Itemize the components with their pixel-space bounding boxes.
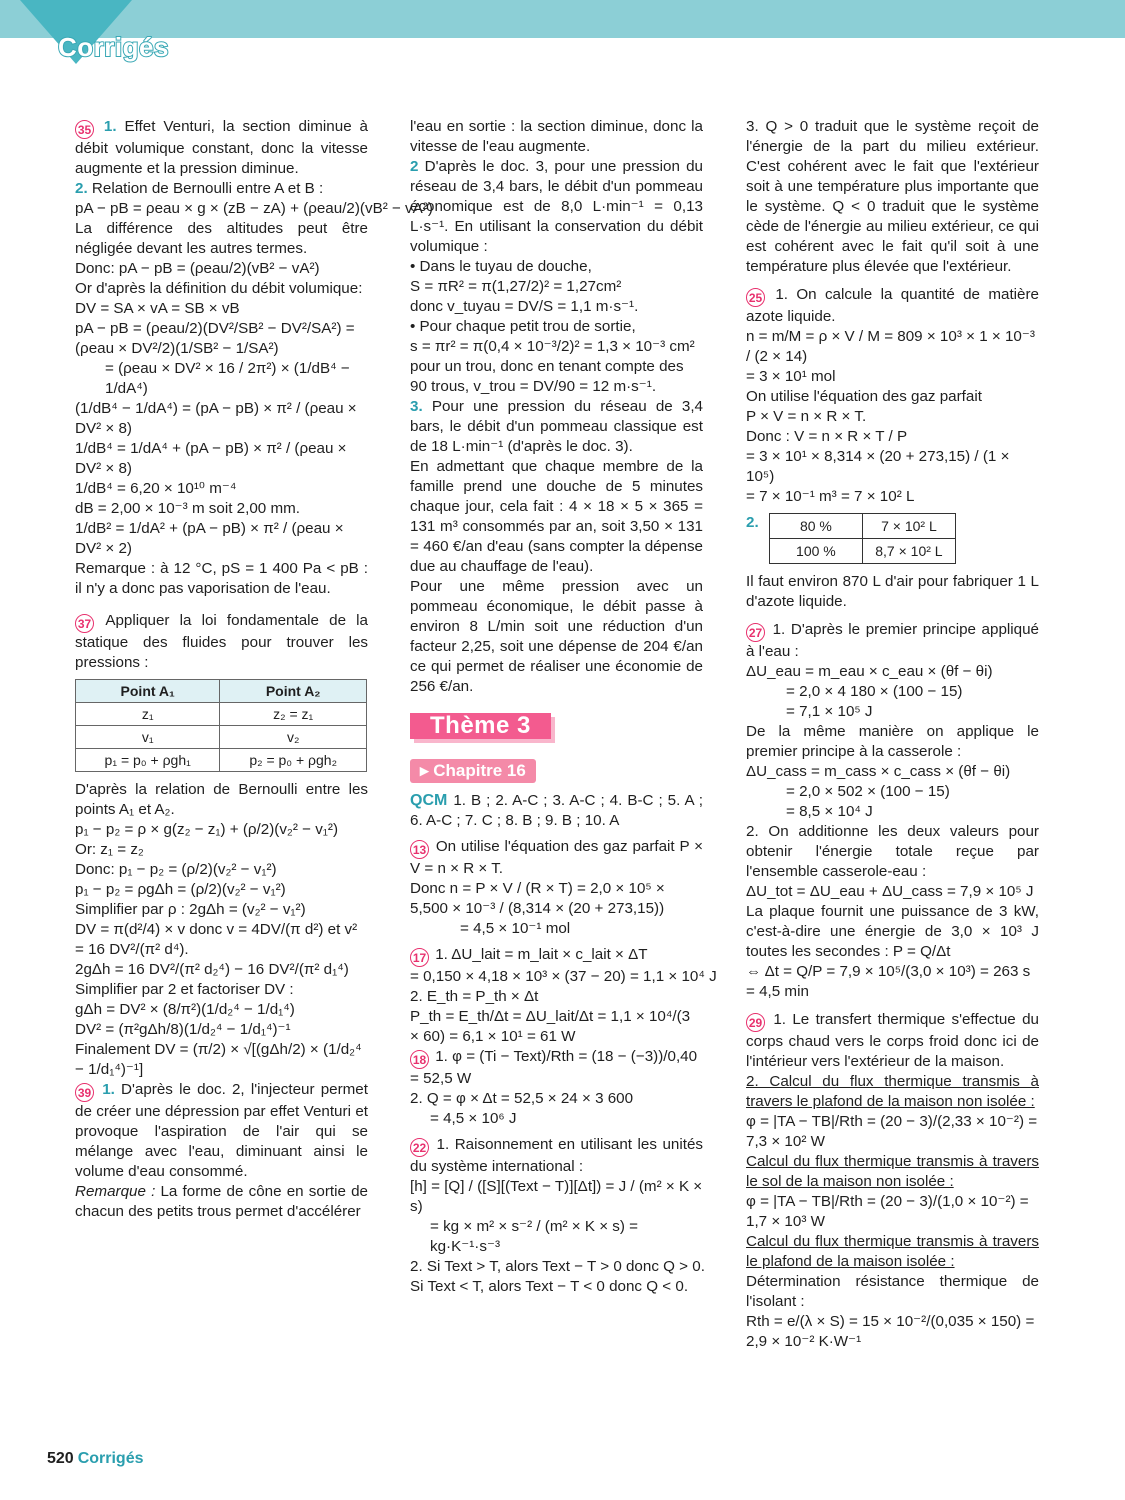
paragraph: 3. Q > 0 traduit que le système reçoit de l'énergie de la part du milieu extérieur. C'est cohérent avec le fait que l'extérieur soit à une température plus importante que le système. Q < 0 traduit que le système cède de l'énergie au milieu extérieur, ce qui est cohérent avec le fait qu'il soit à une température plus élevée que l'extérieur. [746, 118, 1039, 275]
paragraph: Pour une même pression avec un pommeau économique, le débit passe à environ 8 L/min soit une réduction d'un facteur 2,25, soit une dépense de 204 €/an ce qui permet de réaliser une économie de 256 €/an. [410, 578, 703, 695]
equation: s = πr² = π(0,4 × 10⁻³/2)² = 1,3 × 10⁻³ cm² [410, 338, 695, 355]
equation: (1/dB⁴ − 1/dA⁴) = (pA − pB) × π² / (ρeau × DV² × 8) [75, 400, 357, 437]
equation: 1/dB⁴ = 1/dA⁴ + (pA − pB) × π² / (ρeau × DV² × 8) [75, 440, 347, 477]
remark: Remarque : La forme de cône en sortie de chacun des petits trous permet d'accélérer [75, 1183, 368, 1220]
table-cell: 100 % [769, 539, 862, 564]
equation: = kg × m² × s⁻² / (m² × K × s) = kg·K⁻¹·s⁻³ [430, 1218, 639, 1255]
equation: = 8,5 × 10⁴ J [786, 803, 873, 820]
exercise-number-badge: 22 [410, 1138, 429, 1157]
equation: = 2,0 × 502 × (100 − 15) [786, 783, 950, 800]
table-cell: p₂ = p₀ + ρgh₂ [220, 749, 367, 772]
page-footer [47, 1450, 144, 1468]
equation: S = πR² = π(1,27/2)² = 1,27cm² [410, 278, 622, 295]
page-header-title: Corrigés [58, 32, 169, 62]
paragraph: La plaque fournit une puissance de 3 kW, c'est-à-dire une énergie de 3,0 × 10³ J toutes les secondes : P = Q/Δt [746, 903, 1039, 960]
paragraph: Calcul du flux thermique transmis à travers le sol de la maison non isolée : [746, 1153, 1039, 1190]
bullet: • Pour chaque petit trou de sortie, [410, 318, 636, 335]
equation: = 0,150 × 4,18 × 10³ × (37 − 20) = 1,1 × 10⁴ J [410, 968, 717, 985]
equation: = 4,5 × 10⁶ J [430, 1110, 517, 1127]
equation: donc v_tuyau = DV/S = 1,1 m·s⁻¹. [410, 298, 639, 315]
paragraph: On utilise l'équation des gaz parfait [746, 388, 982, 405]
paragraph: Or d'après la définition du débit volumique: [75, 280, 363, 297]
paragraph: 2 D'après le doc. 3, pour une pression du réseau de 3,4 bars, le débit d'un pommeau économique est de 8,0 L·min⁻¹ = 0,13 L·s⁻¹. En utilisant la conservation du débit volumique : [410, 158, 703, 255]
table-cell: 80 % [769, 514, 862, 539]
equation: = 7 × 10⁻¹ m³ = 7 × 10² L [746, 488, 915, 505]
equation: Finalement DV = (π/2) × √[(gΔh/2) × (1/d₂⁴ − 1/d₁⁴)⁻¹] [75, 1041, 362, 1078]
equation: ΔU_eau = m_eau × c_eau × (θf − θi) [746, 663, 993, 680]
paragraph: 2. On additionne les deux valeurs pour obtenir l'énergie totale reçue par l'ensemble casserole-eau : [746, 823, 1039, 880]
table-header: Point A₁ [76, 680, 220, 703]
paragraph: 2. Calcul du flux thermique transmis à travers le plafond de la maison non isolée : [746, 1073, 1039, 1110]
equation: n = m/M = ρ × V / M = 809 × 10³ × 1 × 10⁻³ / (2 × 14) [746, 328, 1035, 365]
exercise-number-badge: 13 [410, 840, 429, 859]
exercise-18: 18 1. φ = (Ti − Text)/Rth = (18 − (−3))/0,40 = 52,5 W [410, 1048, 698, 1087]
paragraph: l'eau en sortie : la section diminue, donc la vitesse de l'eau augmente. [410, 118, 703, 155]
paragraph: pour un trou, donc en tenant compte des [410, 358, 684, 375]
table-cell: p₁ = p₀ + ρgh₁ [76, 749, 220, 772]
table-cell: z₂ = z₁ [220, 703, 367, 726]
exercise-39: 39 1. D'après le doc. 2, l'injecteur permet de créer une dépression par effet Venturi et provoque l'aspiration de l'air qui se mélange avec l'eau, diminuant ainsi le volume d'eau consommé. [75, 1081, 368, 1180]
equation: ΔU_tot = ΔU_eau + ΔU_cass = 7,9 × 10⁵ J [746, 883, 1034, 900]
table-header: Point A₂ [220, 680, 367, 703]
table-cell: z₁ [76, 703, 220, 726]
equation: DV = π(d²/4) × v donc v = 4DV/(π d²) et v² = 16 DV²/(π² d⁴). [75, 921, 358, 958]
equation: pA − pB = ρeau × g × (zB − zA) + (ρeau/2)(vB² − vA²) [75, 200, 433, 217]
exercise-number-badge: 29 [746, 1013, 765, 1032]
equation: = 3 × 10¹ × 8,314 × (20 + 273,15) / (1 × 10⁵) [746, 448, 1010, 485]
exercise-13: 13 On utilise l'équation des gaz parfait P × V = n × R × T. [410, 838, 703, 877]
exercise-number-badge: 39 [75, 1083, 94, 1102]
exercise-number-badge: 18 [410, 1050, 429, 1069]
paragraph: La différence des altitudes peut être négligée devant les autres termes. [75, 220, 368, 257]
equation: p₁ − p₂ = ρ × g(z₂ − z₁) + (ρ/2)(v₂² − v₁²) [75, 821, 339, 838]
paragraph: Il faut environ 870 L d'air pour fabriquer 1 L d'azote liquide. [746, 573, 1039, 610]
equation: = 7,1 × 10⁵ J [786, 703, 873, 720]
exercise-number-badge: 35 [75, 120, 94, 139]
paragraph: 3. Pour une pression du réseau de 3,4 bars, le débit d'un pommeau classique est de 18 L·min⁻¹ (d'après le doc. 3). [410, 398, 703, 455]
paragraph: De la même manière on applique le premier principe à la casserole : [746, 723, 1039, 760]
equation: 2. E_th = P_th × Δt [410, 988, 539, 1005]
exercise-22: 22 1. Raisonnement en utilisant les unités du système international : [410, 1136, 703, 1175]
table-cell: v₁ [76, 726, 220, 749]
equation: Rth = e/(λ × S) = 15 × 10⁻²/(0,035 × 150) = 2,9 × 10⁻² K·W⁻¹ [746, 1313, 1035, 1350]
equation: Simplifier par ρ : 2gΔh = (v₂² − v₁²) [75, 901, 306, 918]
equation: Simplifier par 2 et factoriser DV : [75, 981, 294, 998]
percent-block: 2. 80 % 7 × 10² L 100 % 8,7 × 10² L [746, 513, 1039, 564]
theme-heading: Thème 3 [410, 713, 551, 739]
equation: Donc: p₁ − p₂ = (ρ/2)(v₂² − v₁²) [75, 861, 277, 878]
footer-label: Corrigés [77, 1450, 144, 1467]
equation: 1/dB² = 1/dA² + (pA − pB) × π² / (ρeau × DV² × 2) [75, 520, 344, 557]
equation: = 2,0 × 4 180 × (100 − 15) [786, 683, 963, 700]
exercise-35: 35 1. Effet Venturi, la section diminue à débit volumique constant, donc la vitesse augmente et la pression diminue. [75, 118, 368, 177]
equation: ΔU_cass = m_cass × c_cass × (θf − θi) [746, 763, 1011, 780]
exercise-37: 37 Appliquer la loi fondamentale de la statique des fluides pour trouver les pressions : [75, 612, 368, 671]
equation: 2. Si Text > T, alors Text − T > 0 donc Q > 0. [410, 1258, 705, 1275]
equation: p₁ − p₂ = ρgΔh = (ρ/2)(v₂² − v₁²) [75, 881, 286, 898]
remark: Remarque : à 12 °C, pS = 1 400 Pa < pB : il n'y a donc pas vaporisation de l'eau. [75, 560, 368, 597]
equation: dB = 2,00 × 10⁻³ m soit 2,00 mm. [75, 500, 300, 517]
paragraph: Détermination résistance thermique de l'isolant : [746, 1273, 1039, 1310]
equation: Donc : V = n × R × T / P [746, 428, 908, 445]
points-table [75, 679, 367, 772]
equation: Donc n = P × V / (R × T) = 2,0 × 10⁵ × 5,500 × 10⁻³ / (8,314 × (20 + 273,15)) [410, 880, 665, 917]
chapter-heading: ▸ Chapitre 16 [410, 759, 536, 783]
paragraph: Calcul du flux thermique transmis à travers le plafond de la maison isolée : [746, 1233, 1039, 1270]
exercise-17: 17 1. ΔU_lait = m_lait × c_lait × ΔT [410, 945, 703, 967]
column-3 [746, 117, 1039, 1352]
table-cell: v₂ [220, 726, 367, 749]
paragraph: En admettant que chaque membre de la famille prend une douche de 5 minutes chaque jour, cela fait : 4 × 18 × 5 × 365 = 131 m³ consommés par an, soit 3,50 × 131 = 460 €/an d'eau (sans compter la dépense due au chauffage de l'eau). [410, 458, 703, 575]
qcm-answers: QCM 1. B ; 2. A-C ; 3. A-C ; 4. B-C ; 5. A ; 6. A-C ; 7. C ; 8. B ; 9. B ; 10. A [410, 792, 703, 829]
exercise-29: 29 1. Le transfert thermique s'effectue du corps chaud vers le corps froid donc ici de l'intérieur vers l'extérieur de la maison. [746, 1011, 1039, 1070]
equation: = 4,5 × 10⁻¹ mol [460, 920, 571, 937]
exercise-27: 27 1. D'après le premier principe appliqué à l'eau : [746, 621, 1039, 660]
bullet: • Dans le tuyau de douche, [410, 258, 592, 275]
equation: 90 trous, v_trou = DV/90 = 12 m·s⁻¹. [410, 378, 657, 395]
equation: Donc: pA − pB = (ρeau/2)(vB² − vA²) [75, 260, 320, 277]
equation: 1/dB⁴ = 6,20 × 10¹⁰ m⁻⁴ [75, 480, 237, 497]
equation: φ = |TA − TB|/Rth = (20 − 3)/(1,0 × 10⁻²) = 1,7 × 10³ W [746, 1193, 1029, 1230]
table-cell: 7 × 10² L [862, 514, 955, 539]
equation: 2gΔh = 16 DV²/(π² d₂⁴) − 16 DV²/(π² d₁⁴) [75, 961, 349, 978]
exercise-25: 25 1. On calcule la quantité de matière azote liquide. [746, 286, 1039, 325]
equation: 2. Q = φ × Δt = 52,5 × 24 × 3 600 [410, 1090, 634, 1107]
exercise-number-badge: 17 [410, 948, 429, 967]
exercise-number-badge: 27 [746, 623, 765, 642]
equation: Si Text < T, alors Text − T < 0 donc Q < 0. [410, 1278, 689, 1295]
equation: P × V = n × R × T. [746, 408, 867, 425]
equation: [h] = [Q] / ([S][(Text − T)][Δt]) = J / (m² × K × s) [410, 1178, 703, 1215]
page-number: 520 [47, 1450, 74, 1467]
exercise-number-badge: 37 [75, 614, 94, 633]
equation: Or: z₁ = z₂ [75, 841, 144, 858]
column-2 [410, 117, 717, 1297]
equation: = 3 × 10¹ mol [746, 368, 836, 385]
percent-table [769, 513, 956, 564]
equation: P_th = E_th/Δt = ΔU_lait/Δt = 1,1 × 10⁴/(3 × 60) = 6,1 × 10¹ = 61 W [410, 1008, 691, 1045]
equation: DV² = (π²gΔh/8)(1/d₂⁴ − 1/d₁⁴)⁻¹ [75, 1021, 291, 1038]
exercise-number-badge: 25 [746, 288, 765, 307]
equation: = (ρeau × DV² × 16 / 2π²) × (1/dB⁴ − 1/dA⁴) [105, 360, 350, 397]
equation: pA − pB = (ρeau/2)(DV²/SB² − DV²/SA²) = (ρeau × DV²/2)(1/SB² − 1/SA²) [75, 320, 355, 357]
paragraph: 2. Relation de Bernoulli entre A et B : [75, 180, 324, 197]
equation: ⇔ Δt = Q/P = 7,9 × 10⁵/(3,0 × 10³) = 263 s = 4,5 min [746, 963, 1031, 1000]
equation: gΔh = DV² × (8/π²)(1/d₂⁴ − 1/d₁⁴) [75, 1001, 295, 1018]
table-cell: 8,7 × 10² L [862, 539, 955, 564]
equation: φ = |TA − TB|/Rth = (20 − 3)/(2,33 × 10⁻²) = 7,3 × 10² W [746, 1113, 1038, 1150]
equation: DV = SA × vA = SB × vB [75, 300, 240, 317]
paragraph: D'après la relation de Bernoulli entre les points A₁ et A₂. [75, 781, 368, 818]
